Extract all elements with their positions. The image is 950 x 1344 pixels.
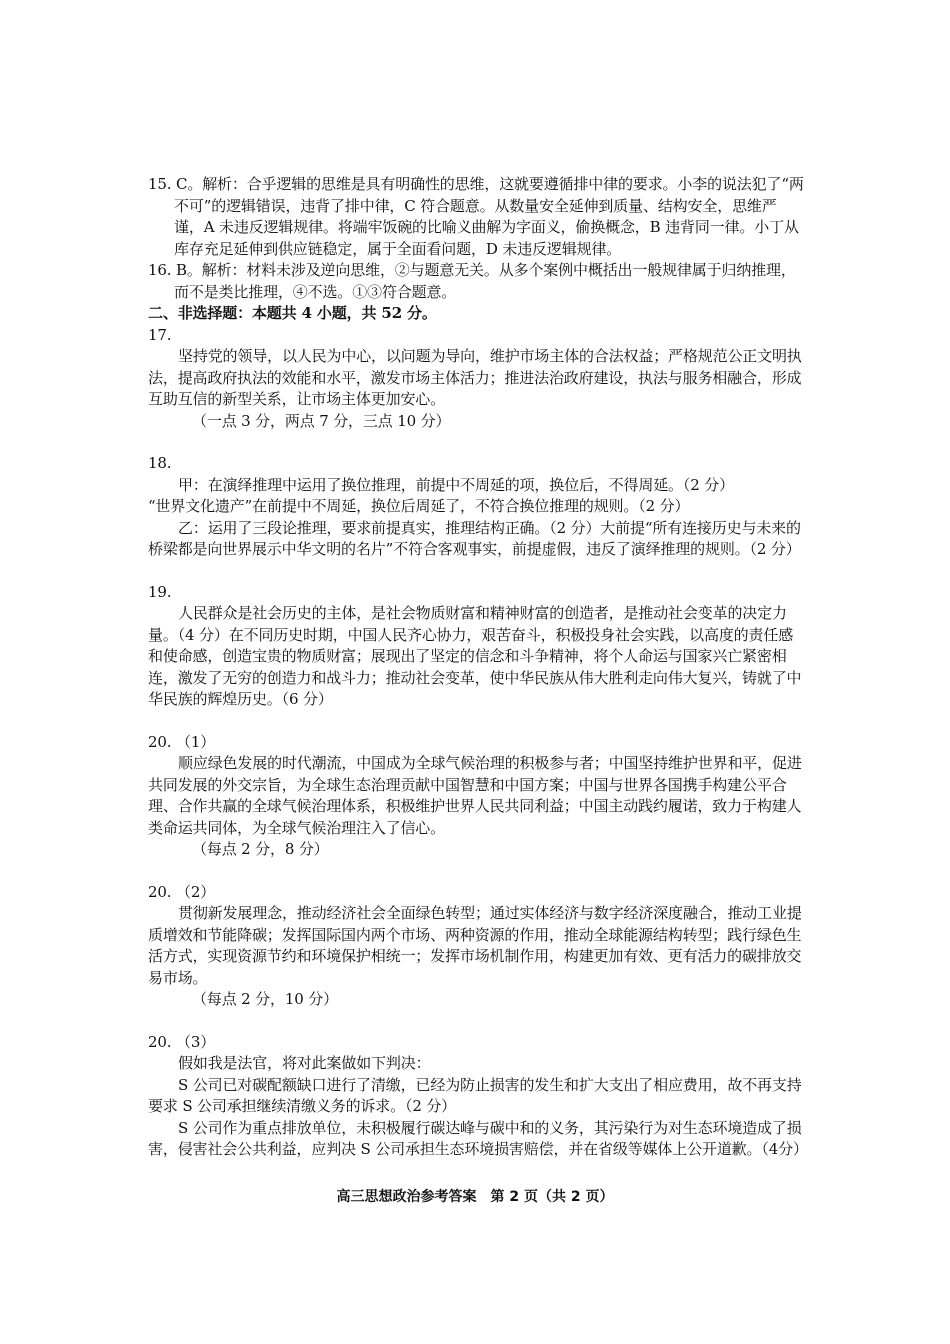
question-number-18: 18. bbox=[148, 454, 172, 472]
answer-q19: 人民群众是社会历史的主体，是社会物质财富和精神财富的创造者，是推动社会变革的决定力量。（4 分）在不同历史时期，中国人民齐心协力，艰苦奋斗，积极投身社会实践，以高度的责任感和使命感，创造宝贵的物质财富；展现出了坚定的信念和斗争精神，将个人命运与国家兴亡紧密相连，激发了无穷的创造力和战斗力；推动社会变革，使中华民族从伟大胜利走向伟大复兴，铸就了中华民族的辉煌历史。（6 分） bbox=[148, 604, 802, 708]
score-note-q20-2: （每点 2 分，10 分） bbox=[192, 990, 338, 1008]
answer-q20-2: 贯彻新发展理念，推动经济社会全面绿色转型；通过实体经济与数字经济深度融合，推动工业提质增效和节能降碳；发挥国际国内两个市场、两种资源的作用，推动全球能源结构转型；践行绿色生活方式，实现资源节约和环境保护相统一；发挥市场机制作用，构建更加有效、更有活力的碳排放交易市场。 bbox=[148, 904, 802, 987]
spacer bbox=[148, 561, 804, 582]
answer-q18-line3: 乙：运用了三段论推理，要求前提真实，推理结构正确。（2 分）大前提“所有连接历史与未来的桥梁都是向世界展示中华文明的名片”不符合客观事实，前提虚假，违反了演绎推理的规则。（2 分） bbox=[148, 518, 801, 558]
answer-content bbox=[148, 174, 808, 1161]
spacer bbox=[148, 432, 804, 453]
question-number-20-2: 20. （2） bbox=[148, 882, 216, 901]
page-footer: 高三思想政治参考答案 第 2 页（共 2 页） bbox=[336, 1189, 614, 1205]
answer-q20-3-line3: S 公司作为重点排放单位，未积极履行碳达峰与碳中和的义务，其污染行为对生态环境造成了损害，侵害社会公共利益，应判决 S 公司承担生态环境损害赔偿，并在省级等媒体上公开道歉。（4分） bbox=[148, 1118, 808, 1158]
spacer bbox=[148, 711, 804, 732]
answer-q20-3-line1: 假如我是法官，将对此案做如下判决： bbox=[178, 1054, 431, 1072]
question-number-20-1: 20. （1） bbox=[148, 732, 216, 751]
answer-q18-line1: 甲：在演绎推理中运用了换位推理，前提中不周延的项，换位后，不得周延。（2 分） bbox=[178, 475, 734, 494]
score-note-q17: （一点 3 分，两点 7 分，三点 10 分） bbox=[192, 411, 451, 430]
score-note-q20-1: （每点 2 分，8 分） bbox=[192, 840, 329, 858]
spacer bbox=[148, 861, 804, 882]
answer-q20-1: 顺应绿色发展的时代潮流，中国成为全球气候治理的积极参与者；中国坚持维护世界和平，促进共同发展的外交宗旨，为全球生态治理贡献中国智慧和中国方案；中国与世界各国携手构建公平合理、合作共赢的全球气候治理体系，积极维护世界人民共同利益；中国主动践约履诺，致力于构建人类命运共同体，为全球气候治理注入了信心。 bbox=[148, 754, 802, 837]
answer-q18-line2: “世界文化遗产”在前提中不周延，换位后周延了，不符合换位推理的规则。（2 分） bbox=[148, 497, 690, 515]
section-heading: 二、非选择题：本题共 4 小题，共 52 分。 bbox=[148, 304, 437, 322]
answer-q20-3-line2: S 公司已对碳配额缺口进行了清缴，已经为防止损害的发生和扩大支出了相应费用，故不再支持要求 S 公司承担继续清缴义务的诉求。（2 分） bbox=[148, 1075, 802, 1115]
question-number-17: 17. bbox=[148, 325, 172, 344]
answer-q16: 16. B。解析：材料未涉及逆向思维，②与题意无关。从多个案例中概括出一般规律属于归纳推理，而不是类比推理，④不选。①③符合题意。 bbox=[148, 261, 796, 301]
question-number-19: 19. bbox=[148, 582, 172, 601]
question-number-20-3: 20. （3） bbox=[148, 1032, 216, 1051]
spacer bbox=[148, 1011, 804, 1032]
answer-q17: 坚持党的领导，以人民为中心，以问题为导向，维护市场主体的合法权益；严格规范公正文明执法，提高政府执法的效能和水平，激发市场主体活力；推进法治政府建设，执法与服务相融合，形成互助互信的新型关系，让市场主体更加安心。 bbox=[148, 347, 802, 408]
answer-q15: 15. C。解析：合乎逻辑的思维是具有明确性的思维，这就要遵循排中律的要求。小李的说法犯了“两不可”的逻辑错误，违背了排中律，C 符合题意。从数量安全延伸到质量、结构安全，思维严谨，A 未违反逻辑规律。将端牢饭碗的比喻义曲解为字面义，偷换概念，B 违背同一律。小丁从库存充足延伸到供应链稳定，属于全面看问题，D 未违反逻辑规律。 bbox=[148, 175, 804, 258]
